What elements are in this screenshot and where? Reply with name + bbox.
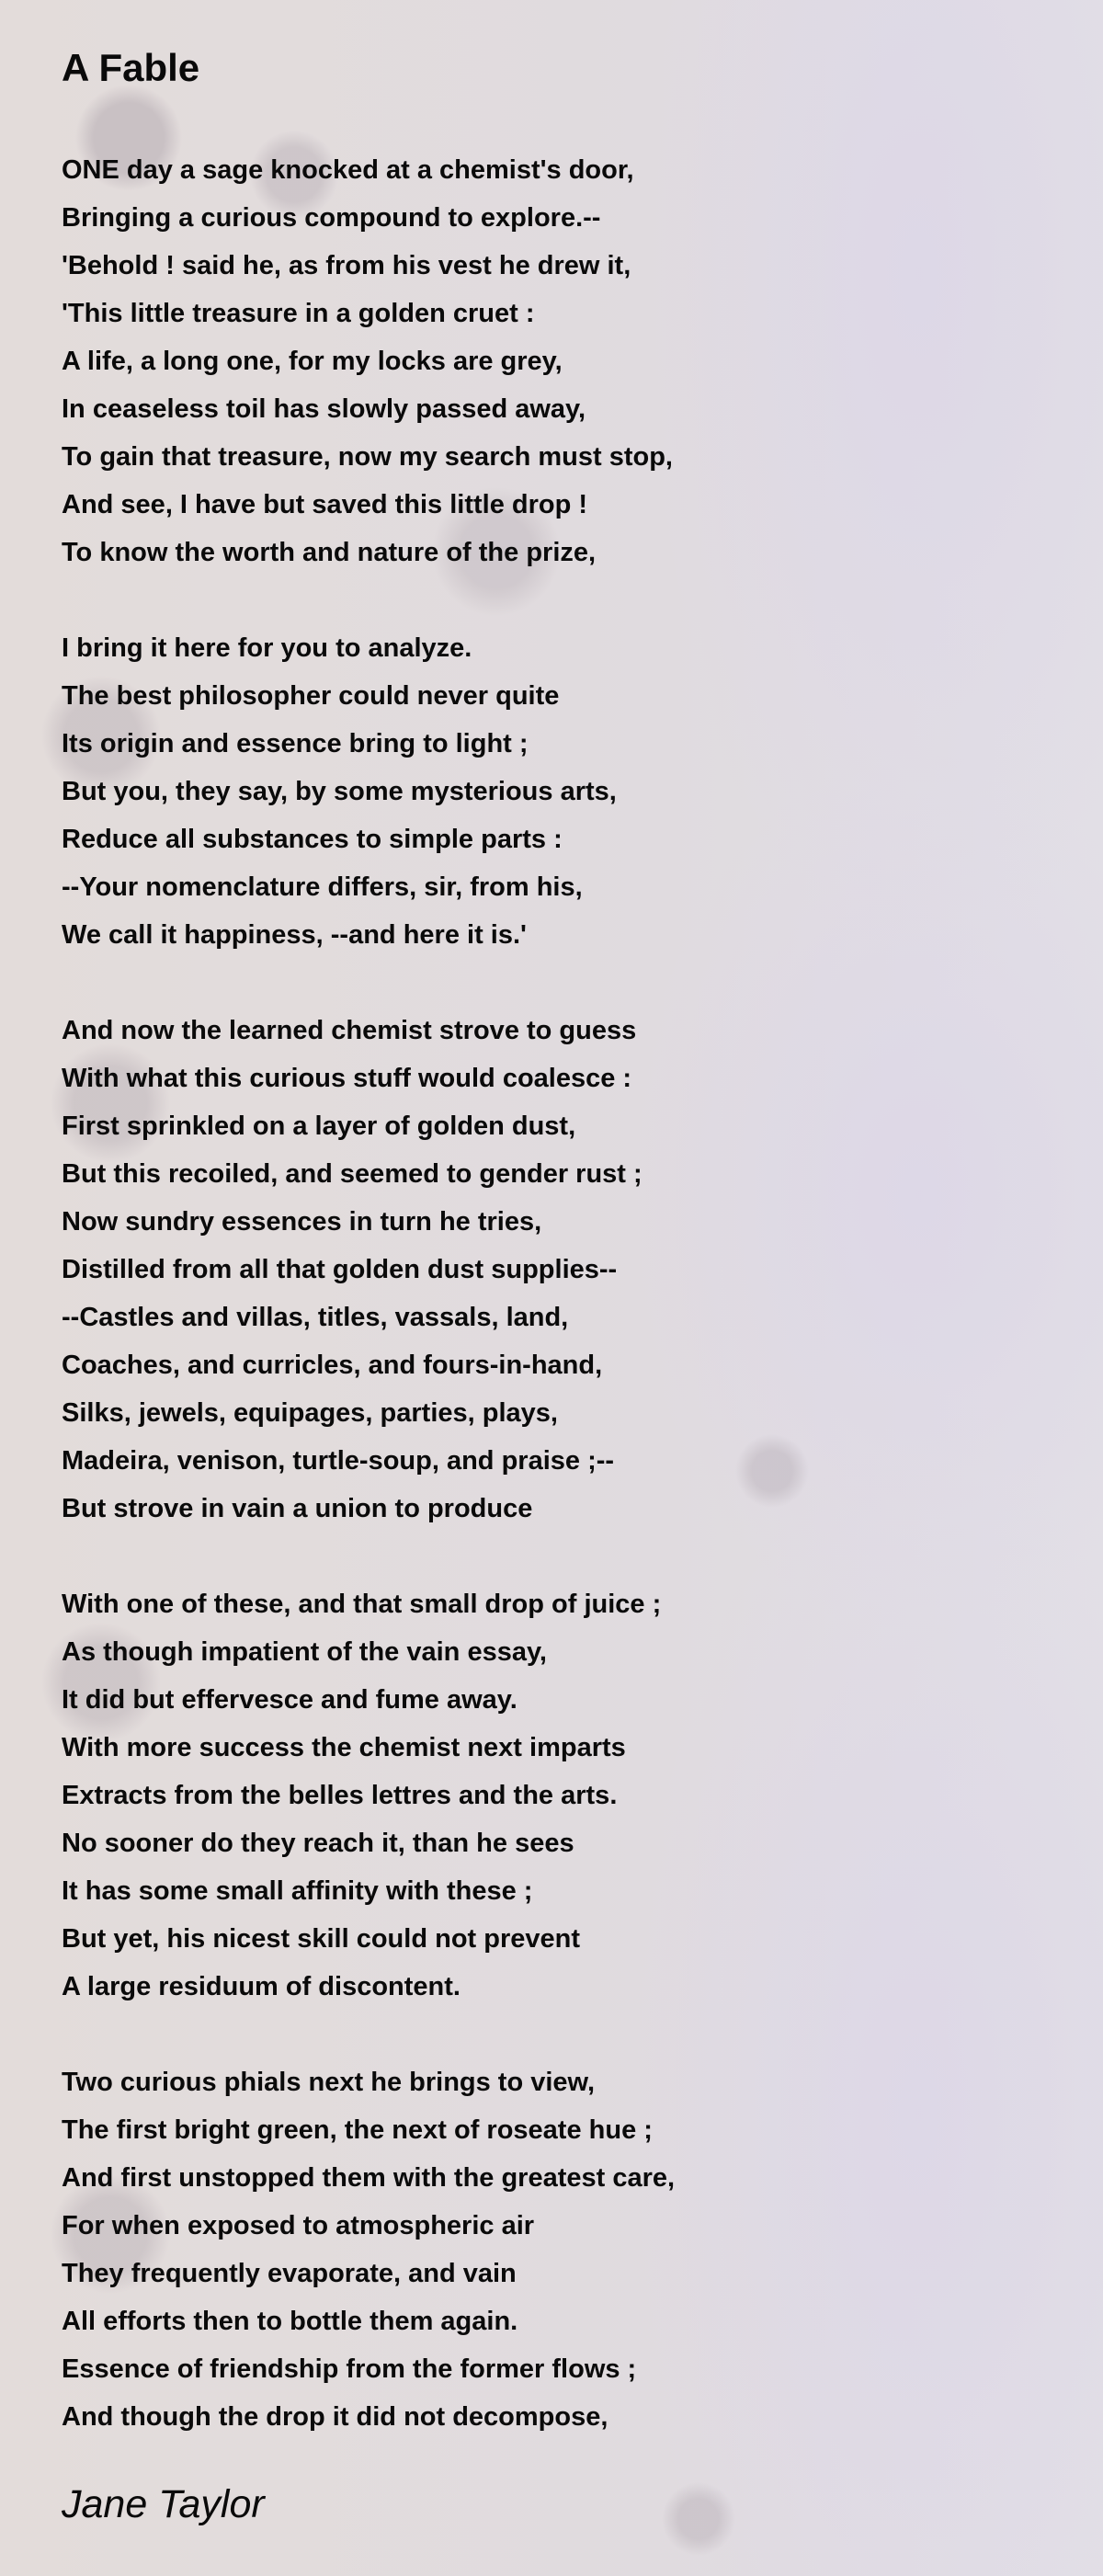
poem-line: And see, I have but saved this little drop !	[62, 490, 588, 519]
poem-line: And first unstopped them with the greatest care,	[62, 2163, 676, 2193]
poem-line: --Your nomenclature differs, sir, from his,	[62, 872, 583, 902]
poem-line: All efforts then to bottle them again.	[62, 2307, 518, 2336]
poem-line: Coaches, and curricles, and fours-in-hand,	[62, 1351, 603, 1380]
poem-line: As though impatient of the vain essay,	[62, 1637, 547, 1667]
poem-line: Its origin and essence bring to light ;	[62, 729, 529, 758]
stanza-1	[62, 146, 675, 576]
poem-line: 'This little treasure in a golden cruet :	[62, 299, 535, 328]
poem-line: 'Behold ! said he, as from his vest he drew it,	[62, 251, 631, 280]
poem-line: We call it happiness, --and here it is.'	[62, 920, 527, 950]
poem-line: The best philosopher could never quite	[62, 681, 560, 711]
poem-line: Reduce all substances to simple parts :	[62, 825, 563, 854]
poem-line: Madeira, venison, turtle-soup, and praise ;--	[62, 1446, 615, 1476]
poem-line: Now sundry essences in turn he tries,	[62, 1207, 542, 1237]
stanza-3	[62, 1007, 675, 1533]
poem-line: And now the learned chemist strove to guess	[62, 1016, 637, 1045]
poem-line: No sooner do they reach it, than he sees	[62, 1829, 574, 1858]
poem-line: With what this curious stuff would coalesce :	[62, 1064, 632, 1093]
poem-line: But you, they say, by some mysterious arts,	[62, 777, 617, 806]
poem-title: A Fable	[62, 46, 200, 89]
poem-line: With one of these, and that small drop of juice ;	[62, 1590, 662, 1619]
poem-line: To gain that treasure, now my search must stop,	[62, 442, 673, 472]
poem-line: Essence of friendship from the former flows ;	[62, 2354, 637, 2384]
poem-line: Two curious phials next he brings to view,	[62, 2068, 596, 2097]
poem-line: But strove in vain a union to produce	[62, 1494, 533, 1523]
poem-line: ONE day a sage knocked at a chemist's door,	[62, 155, 634, 185]
poem-line: For when exposed to atmospheric air	[62, 2211, 535, 2240]
poem-line: They frequently evaporate, and vain	[62, 2259, 517, 2288]
stanza-5	[62, 2058, 675, 2441]
poem-line: It has some small affinity with these ;	[62, 1876, 533, 1906]
poem-line: Bringing a curious compound to explore.--	[62, 203, 601, 233]
poem-line: Distilled from all that golden dust supplies--	[62, 1255, 618, 1284]
poem-author: Jane Taylor	[62, 2482, 265, 2526]
poem-line: --Castles and villas, titles, vassals, land,	[62, 1303, 569, 1332]
poem-line: I bring it here for you to analyze.	[62, 633, 472, 663]
poem-line: The first bright green, the next of roseate hue ;	[62, 2115, 653, 2145]
poem-line: In ceaseless toil has slowly passed away,	[62, 394, 586, 424]
poem-line: A life, a long one, for my locks are grey,	[62, 347, 563, 376]
poem-line: With more success the chemist next imparts	[62, 1733, 626, 1762]
poem-line: And though the drop it did not decompose,	[62, 2402, 608, 2432]
poem-body	[62, 146, 675, 2489]
poem-line: But yet, his nicest skill could not prevent	[62, 1924, 580, 1954]
poem-line: Extracts from the belles lettres and the arts.	[62, 1781, 618, 1810]
poem-line: It did but effervesce and fume away.	[62, 1685, 517, 1715]
poem-line: Silks, jewels, equipages, parties, plays,	[62, 1398, 558, 1428]
poem-line: But this recoiled, and seemed to gender rust ;	[62, 1159, 642, 1189]
stanza-2	[62, 624, 675, 959]
poem-line: To know the worth and nature of the prize,	[62, 538, 597, 567]
poem-line: A large residuum of discontent.	[62, 1972, 461, 2001]
poem-line: First sprinkled on a layer of golden dust,	[62, 1111, 576, 1141]
stanza-4	[62, 1580, 675, 2011]
